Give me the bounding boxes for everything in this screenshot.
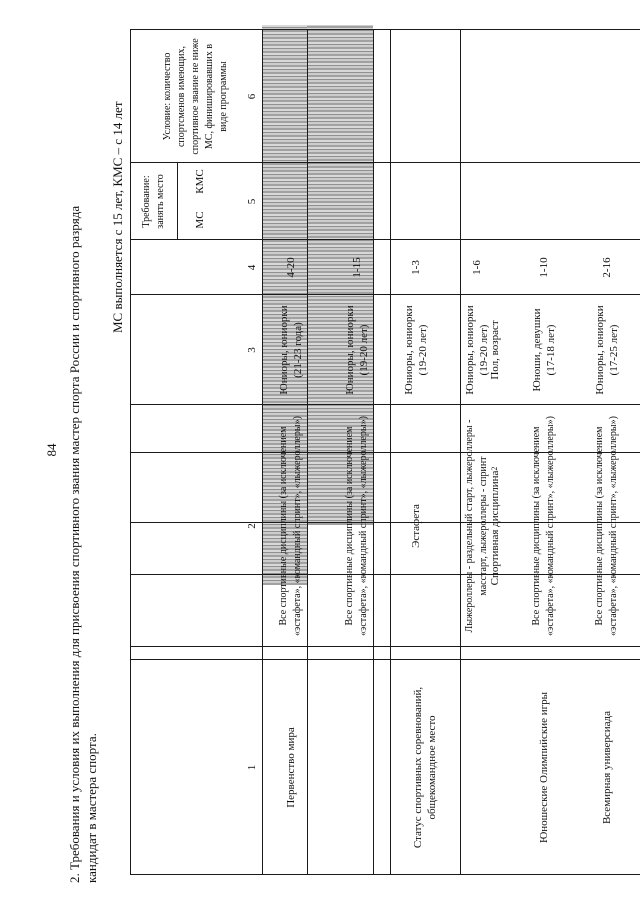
row-ms-place: 4-20 bbox=[285, 257, 297, 278]
footnote-marker: 2 bbox=[490, 466, 499, 471]
row-status: Всемирная универсиада bbox=[601, 710, 613, 825]
header-ms: МС bbox=[193, 211, 206, 229]
page-number: 84 bbox=[44, 443, 59, 457]
col-number-3: 3 bbox=[245, 347, 258, 353]
header-requirement-group: Требование: занять место bbox=[140, 174, 166, 229]
row-gender-age: Юниоры, юниорки (19-20 лет) bbox=[403, 305, 429, 395]
row-discipline: Все спортивные дисциплины (за исключением «эстафета», «командный спринт», «лыжероллеры») bbox=[344, 416, 369, 636]
age-note: МС выполняется с 15 лет, КМС – с 14 лет bbox=[110, 101, 125, 333]
row-ms-place: 1-15 bbox=[351, 257, 363, 278]
header-kms: КМС bbox=[193, 169, 206, 194]
row-discipline: Эстафета bbox=[410, 504, 422, 548]
heading-line-2: кандидат в мастера спорта. bbox=[84, 733, 99, 883]
row-gender-age: Юниоры, юниорки (19-20 лет) bbox=[344, 305, 370, 395]
row-ms-place: 1-3 bbox=[410, 260, 422, 275]
row-gender-age: Юноши, девушки (17-18 лет) bbox=[531, 308, 557, 392]
header-condition: Условие: количество спортсменов имеющих, спортивное звание не ниже МС, финишировавших в виде программы bbox=[162, 38, 229, 155]
col-number-5: 5 bbox=[245, 198, 258, 205]
col-number-1: 1 bbox=[245, 764, 258, 771]
row-gender-age: Юниоры, юниорки (17-25 лет) bbox=[594, 305, 620, 395]
section-heading bbox=[66, 23, 100, 883]
row-discipline: Лыжероллеры - раздельный старт, лыжероллеры - масстарт, лыжероллеры - спринт bbox=[464, 419, 489, 633]
row-discipline: Все спортивные дисциплины (за исключением «эстафета», «командный спринт», «лыжероллеры») bbox=[278, 416, 303, 636]
col-number-2: 2 bbox=[245, 523, 258, 529]
row-discipline: Все спортивные дисциплины (за исключением «эстафета», «командный спринт», «лыжероллеры») bbox=[531, 416, 556, 636]
col-number-4: 4 bbox=[245, 264, 258, 271]
row-ms-place: 1-6 bbox=[471, 260, 483, 275]
row-discipline: Все спортивные дисциплины (за исключением «эстафета», «командный спринт», «лыжероллеры») bbox=[594, 416, 619, 636]
header-status: Статус спортивных соревнований, общекомандное место bbox=[412, 686, 438, 849]
row-gender-age: Юниоры, юниорки (21-23 года) bbox=[278, 305, 304, 395]
row-ms-place: 2-16 bbox=[601, 257, 613, 278]
heading-line-1: 2. Требования и условия их выполнения для присвоения спортивного звания мастер спорта России и спортивного разряда bbox=[67, 205, 82, 883]
header-gender-age: Пол, возраст bbox=[489, 320, 501, 380]
row-status: Юношеские Олимпийские игры bbox=[538, 691, 550, 844]
row-status: Первенство мира bbox=[285, 727, 297, 808]
header-discipline-text: Спортивная дисциплина bbox=[489, 470, 501, 586]
row-ms-place: 1-10 bbox=[538, 257, 550, 278]
col-number-6: 6 bbox=[245, 93, 258, 100]
row-gender-age: Юниоры, юниорки (19-20 лет) bbox=[464, 305, 490, 395]
